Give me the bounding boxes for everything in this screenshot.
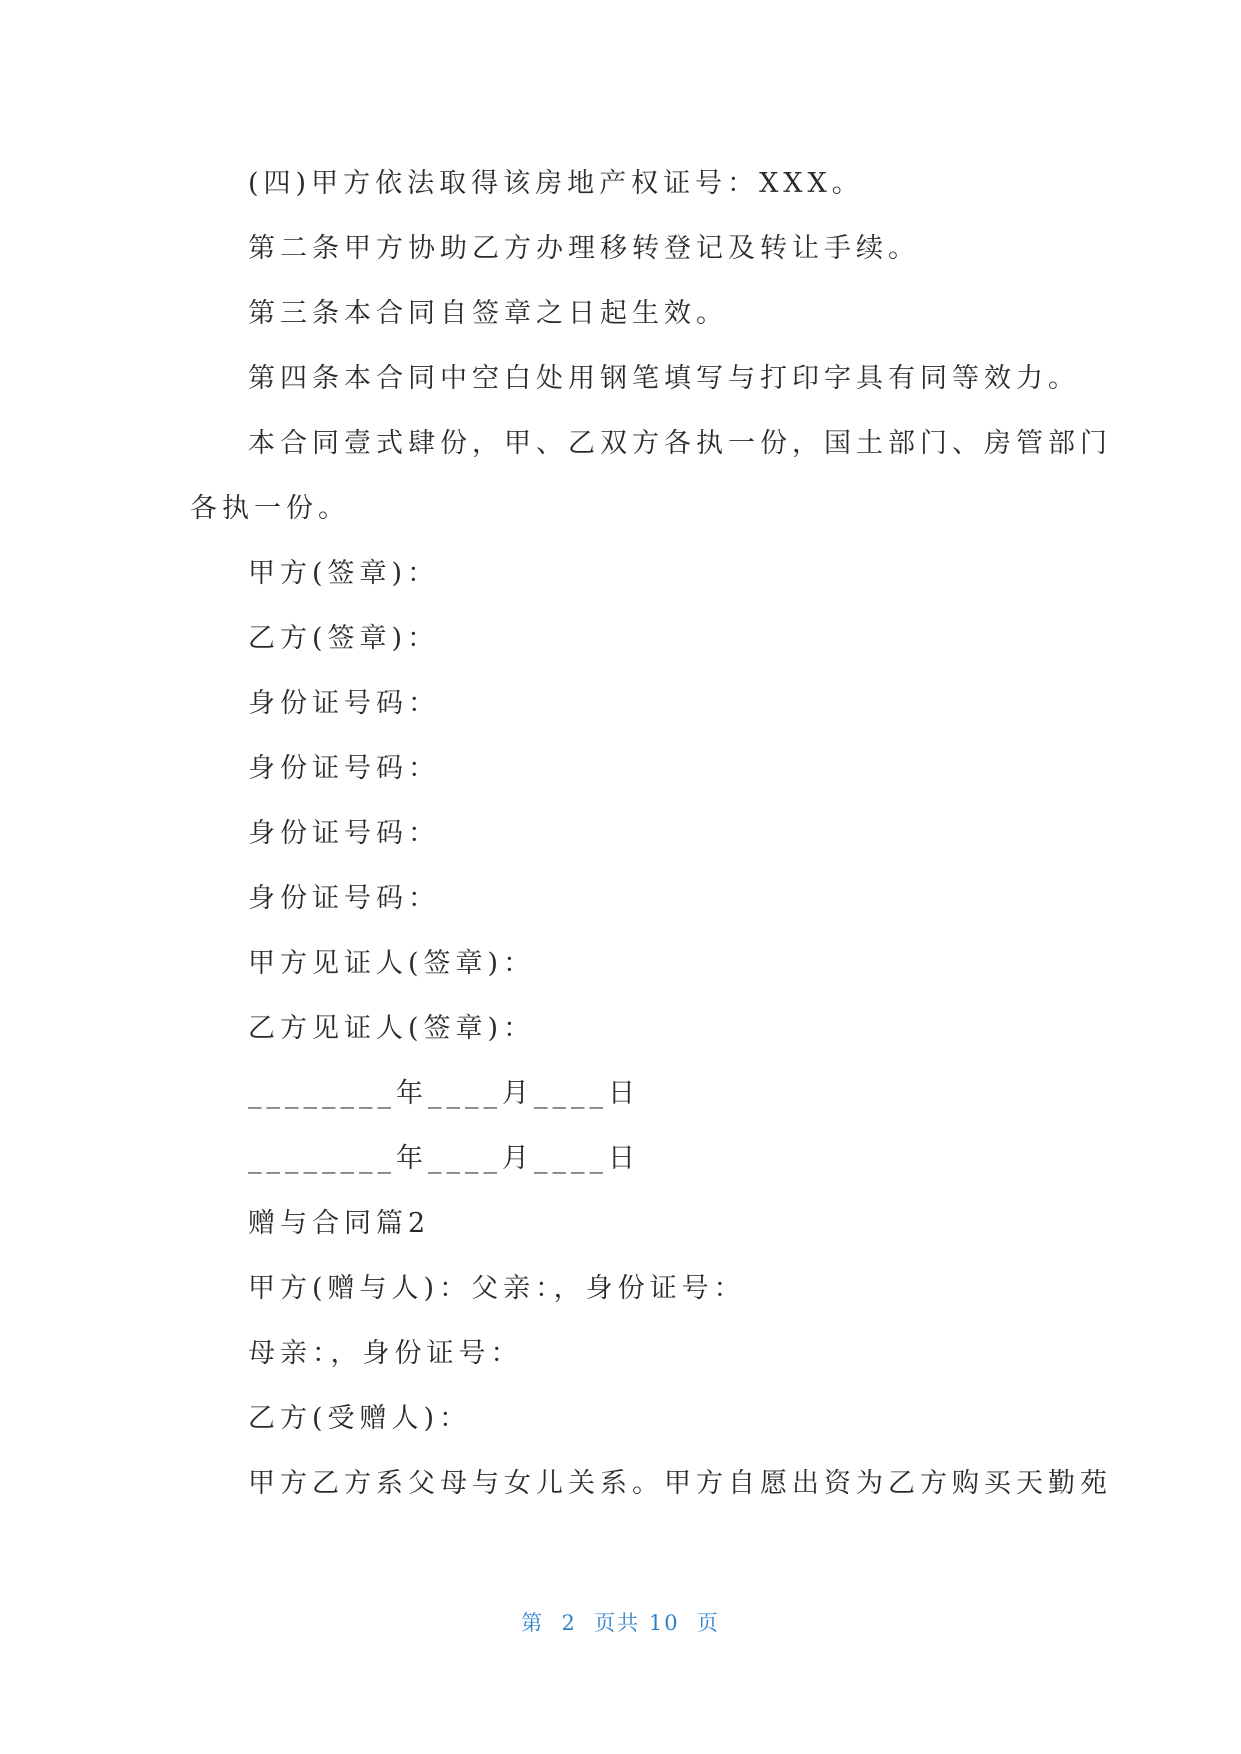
text-line: 乙方(受赠人)： xyxy=(248,1403,472,1434)
text-line: 甲方乙方系父母与女儿关系。甲方自愿出资为乙方购买天勤苑 xyxy=(248,1468,1112,1499)
text-line: 第二条甲方协助乙方办理移转登记及转让手续。 xyxy=(248,233,920,264)
text-line: 身份证号码： xyxy=(248,883,440,914)
text-line: 甲方(赠与人)：父亲：，身份证号： xyxy=(248,1273,746,1304)
section-heading: 赠与合同篇2 xyxy=(248,1208,431,1239)
page-number-footer: 第 2 页共 10 页 xyxy=(521,1611,720,1635)
text-line: 甲方(签章)： xyxy=(248,558,440,589)
text-line: 甲方见证人(签章)： xyxy=(248,948,536,979)
text-line: 身份证号码： xyxy=(248,688,440,719)
text-line: 乙方见证人(签章)： xyxy=(248,1013,536,1044)
text-line: 各执一份。 xyxy=(190,493,350,524)
text-line: 本合同壹式肆份，甲、乙双方各执一份，国土部门、房管部门 xyxy=(248,428,1112,459)
text-line: 母亲：，身份证号： xyxy=(248,1338,523,1369)
text-line: 乙方(签章)： xyxy=(248,623,440,654)
date-line: ________年____月____日 xyxy=(248,1143,640,1174)
text-line: (四)甲方依法取得该房地产权证号：XXX。 xyxy=(248,168,864,199)
text-line: 第四条本合同中空白处用钢笔填写与打印字具有同等效力。 xyxy=(248,363,1080,394)
text-line: 第三条本合同自签章之日起生效。 xyxy=(248,298,728,329)
text-line: 身份证号码： xyxy=(248,753,440,784)
date-line: ________年____月____日 xyxy=(248,1078,640,1109)
text-line: 身份证号码： xyxy=(248,818,440,849)
